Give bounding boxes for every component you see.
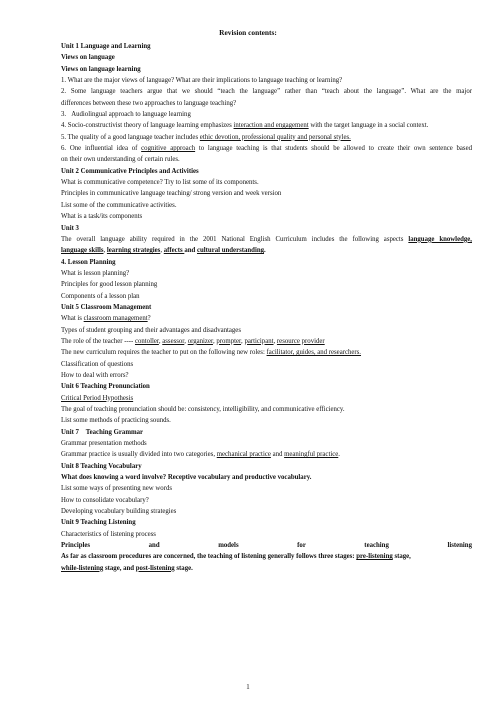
text-line (61, 325, 472, 336)
text-span: Unit 8 Teaching Vocabulary (61, 462, 142, 470)
text-span: , (160, 247, 164, 255)
text-line (61, 120, 472, 131)
text-span: Grammar presentation methods (61, 440, 147, 448)
text-span: Principles in communicative language teaching/ strong version and week version (61, 190, 282, 198)
text-line (61, 313, 472, 324)
text-span: Principles for good lesson planning (61, 281, 158, 289)
text-span: 4. Lesson Planning (61, 258, 116, 266)
text-line (61, 257, 472, 268)
text-span: Components of a lesson plan (61, 292, 140, 300)
text-line (61, 98, 472, 109)
text-line (61, 540, 472, 551)
text-span: What is communicative competence? Try to list some of its components. (61, 179, 259, 187)
underlined-term: affects (163, 247, 185, 255)
text-span: , (241, 337, 245, 345)
text-span: List some methods of practicing sounds. (61, 417, 171, 425)
text-span: What does knowing a word involve? Receptive vocabulary and productive vocabulary. (61, 474, 312, 482)
text-span: How to consolidate vocabulary? (61, 496, 149, 504)
text-line (61, 154, 472, 165)
underlined-term: cognitive approach (141, 145, 196, 153)
underlined-term: resource provider (276, 337, 325, 345)
text-span: stage, and (103, 564, 136, 572)
text-span: . (264, 247, 266, 255)
text-span: The new curriculum requires the teacher to put on the following new roles: (61, 349, 267, 357)
underlined-term: participant (244, 337, 274, 345)
text-span: Unit 7 Teaching Grammar (61, 428, 144, 436)
text-line (61, 404, 472, 415)
text-span: , (212, 337, 217, 345)
text-line (61, 291, 472, 302)
text-span: differences between these two approaches to language teaching? (61, 99, 237, 107)
underlined-term: interaction and engagement (233, 122, 309, 130)
underlined-term: language skills (61, 247, 104, 255)
text-span: Views on language (61, 54, 115, 62)
underlined-term: mechanical practice (216, 451, 271, 459)
text-line (61, 529, 472, 540)
text-span: 2. Some language teachers argue that we should “teach the language” rather than “teach about the language”. What are the major (61, 88, 472, 96)
underlined-term: ethic devotion, professional quality and personal styles. (199, 133, 351, 141)
text-line (61, 234, 472, 245)
text-span: The overall language ability required in the 2001 National English Curriculum includes the following aspects (61, 235, 409, 243)
text-line (61, 381, 472, 392)
text-span: List some ways of presenting new words (61, 485, 172, 493)
text-line (61, 415, 472, 426)
text-line (61, 245, 472, 256)
text-span: List some of the communicative activities. (61, 201, 177, 209)
text-line (61, 336, 472, 347)
text-span: with the target language in a social context. (308, 122, 429, 130)
text-span: 4. Socio-constructivist theory of language learning emphasizes (61, 122, 234, 130)
text-span: The role of the teacher ---- (61, 337, 135, 345)
underlined-term: Critical Period Hypothesis (61, 394, 134, 402)
text-span: and (270, 451, 285, 459)
text-line (61, 370, 472, 381)
text-line (61, 347, 472, 358)
text-span: , (184, 337, 188, 345)
text-span: The goal of teaching pronunciation should be: consistency, intelligibility, and communicative efficiency. (61, 406, 345, 413)
page-title: Revision contents: (219, 28, 277, 37)
underlined-term: cultural understanding (196, 247, 265, 255)
text-line (61, 427, 472, 438)
underlined-term: language knowledge, (408, 235, 472, 243)
page-number: 1 (246, 684, 250, 691)
text-line (61, 279, 472, 290)
text-line (61, 109, 472, 120)
text-line (61, 551, 472, 562)
underlined-term: contoller (134, 337, 159, 345)
text-line (61, 517, 472, 528)
text-span: How to deal with errors? (61, 371, 129, 379)
text-line (61, 268, 472, 279)
text-span: What is a task/its components (61, 213, 143, 221)
text-span: ? (147, 315, 151, 323)
underlined-term: classroom management (83, 315, 148, 323)
text-span: Unit 1 Language and Learning (61, 43, 151, 50)
underlined-term: assessor (162, 337, 185, 345)
text-line (61, 438, 472, 449)
text-span: Classification of questions (61, 360, 134, 368)
text-span: Characteristics of listening process (61, 530, 156, 538)
text-line (61, 52, 472, 63)
text-span: Unit 2 Communicative Principles and Activities (61, 167, 199, 175)
underlined-term: prompter (216, 337, 242, 345)
underlined-term: organizer (187, 337, 213, 345)
underlined-term: learning strategies (106, 247, 161, 255)
underlined-term: post-listening (135, 564, 175, 572)
underlined-term: facilitator, guides, and researchers. (266, 349, 362, 357)
text-line (61, 449, 472, 460)
text-line (61, 64, 472, 75)
text-line (61, 177, 472, 188)
text-line (61, 41, 472, 52)
text-span: Unit 5 Classroom Management (61, 303, 152, 311)
text-line (61, 302, 472, 313)
text-line (61, 472, 472, 483)
text-span: , (103, 247, 107, 255)
text-line (61, 563, 472, 574)
text-span: and (184, 247, 197, 255)
text-line (61, 166, 472, 177)
text-line (61, 393, 472, 404)
text-line (61, 495, 472, 506)
text-span: What is (61, 315, 84, 323)
text-line (61, 211, 472, 222)
text-span: As far as classroom procedures are concerned, the teaching of listening generally follows three stages: (61, 553, 357, 561)
text-span: 5. The quality of a good language teacher includes (61, 133, 200, 141)
text-span: , (273, 337, 277, 345)
underlined-term: meaningful practice (284, 451, 339, 459)
text-span: Developing vocabulary building strategies (61, 508, 177, 516)
text-span: stage, (392, 553, 411, 561)
text-line (61, 188, 472, 199)
text-span: Unit 6 Teaching Pronunciation (61, 383, 150, 391)
text-span: 1. What are the major views of language? What are their implications to language teaching or learning? (61, 77, 343, 85)
text-span: 6. One influential idea of (61, 145, 142, 153)
text-span: , (158, 337, 163, 345)
text-line (61, 483, 472, 494)
text-line (61, 506, 472, 517)
text-line (61, 223, 472, 234)
text-span: Principles and models for teaching listening (61, 542, 472, 550)
text-span: Unit 9 Teaching Listening (61, 519, 136, 527)
text-line (61, 75, 472, 86)
text-span: Grammar practice is usually divided into two categories, (61, 451, 217, 459)
text-line (61, 200, 472, 211)
text-span: 3. Audiolingual approach to language learning (61, 111, 191, 119)
text-span: Views on language learning (61, 65, 141, 73)
text-line (61, 359, 472, 370)
underlined-term: pre-listening (356, 553, 393, 561)
text-span: stage. (174, 564, 193, 572)
text-span: on their own understanding of certain rules. (61, 156, 180, 164)
text-span: . (338, 451, 340, 459)
text-line (61, 461, 472, 472)
text-span: Unit 3 (61, 224, 79, 232)
text-span: Types of student grouping and their advantages and disadvantages (61, 326, 241, 334)
underlined-term: while-listening (61, 564, 104, 572)
revision-contents (61, 41, 472, 574)
text-line (61, 86, 472, 97)
text-line (61, 132, 472, 143)
text-span: to language teaching is that students should be allowed to create their own sentence based (195, 145, 472, 153)
text-line (61, 143, 472, 154)
text-span: What is lesson planning? (61, 269, 130, 277)
